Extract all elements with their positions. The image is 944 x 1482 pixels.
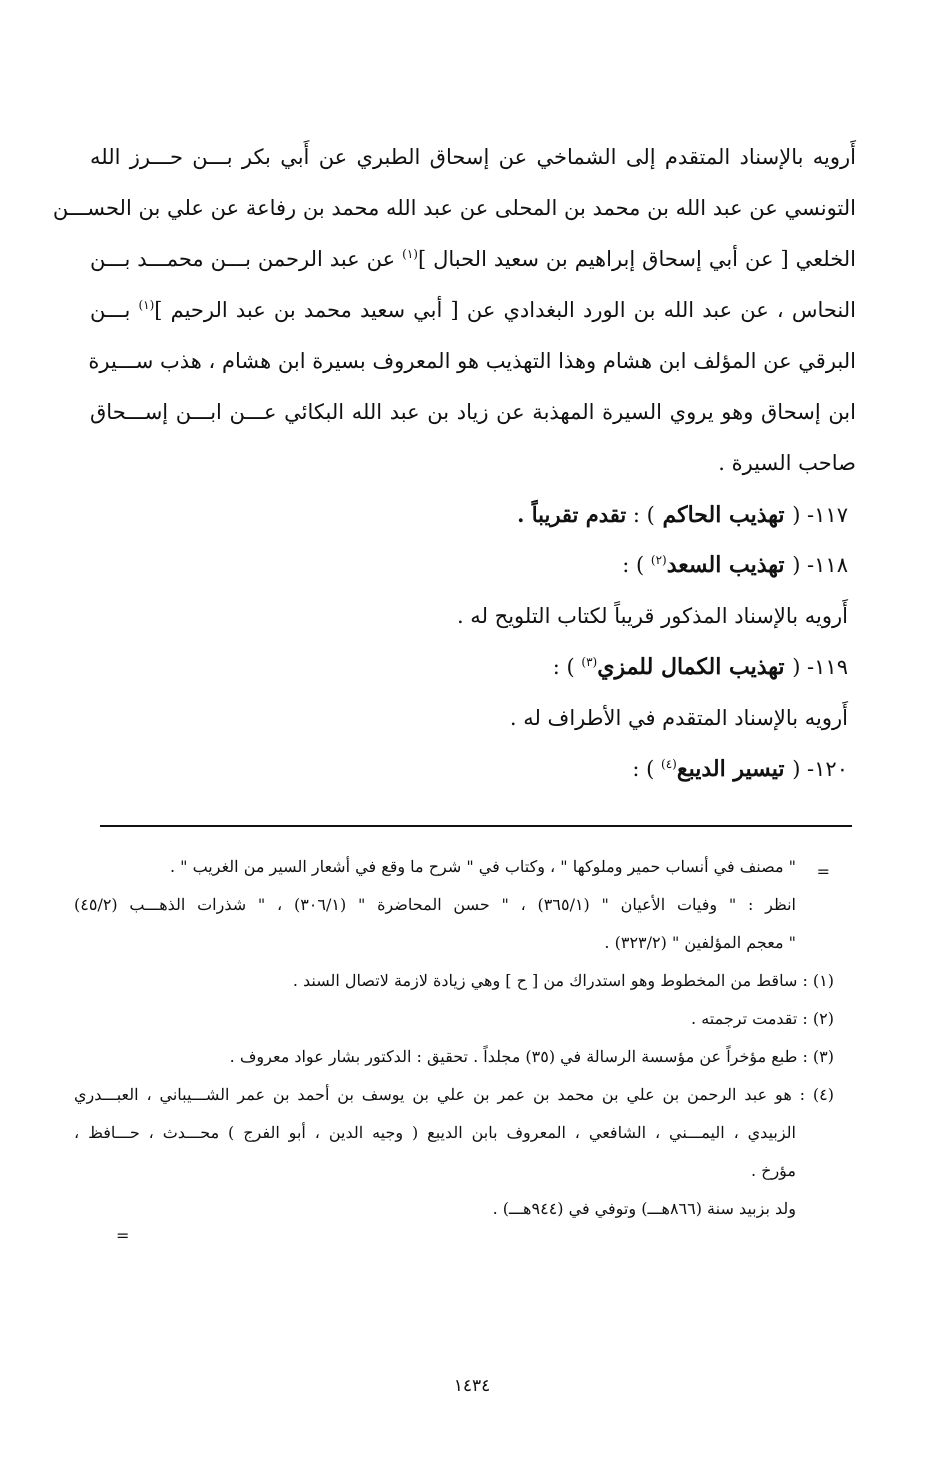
text-line: أَرويه بالإسناد المتقدم إلى الشماخي عن إسحاق الطبري عن أَبي بكر بـــن حـــرز الله xyxy=(90,145,856,169)
footnote-line: " معجم المؤلفين " (٣٢٣/٢) . xyxy=(604,933,796,952)
footnote-line: الزبيدي ، اليمـــني ، الشافعي ، المعروف بابن الديبع ( وجيه الدين ، أبو الفرج ) محـــدث ، حـــافظ ، xyxy=(74,1123,796,1142)
footnote-line: ولد بزبيد سنة (٨٦٦هـــ) وتوفي في (٩٤٤هـــ) . xyxy=(492,1199,796,1218)
entry-number: ١١٧- ( xyxy=(792,503,848,527)
entry-title: تهذيب الكمال للمزي xyxy=(597,654,793,680)
footnote-ref: (٤) xyxy=(661,757,677,771)
text-line xyxy=(90,234,856,285)
entry-117 xyxy=(90,489,856,540)
entry-number: ١١٨- ( xyxy=(792,553,848,577)
entry-text: أَرويه بالإسناد المذكور قريباً لكتاب التلويح له . xyxy=(456,604,848,628)
footnotes xyxy=(74,848,834,1228)
page-number: ١٤٣٤ xyxy=(453,1376,491,1396)
entry-119 xyxy=(90,642,856,693)
text-line: صاحب السيرة . xyxy=(718,451,856,475)
footnote-line: مؤرخ . xyxy=(750,1161,796,1180)
entry-title: تهذيب الحاكم xyxy=(654,502,793,528)
entry-number: ١١٩- ( xyxy=(792,655,848,679)
text-segment: بـــن xyxy=(90,298,139,322)
main-text xyxy=(52,132,856,795)
entry-close: ) : xyxy=(622,553,651,577)
entry-close: ) : xyxy=(552,655,582,679)
footnote-4: (٤) : هو عبد الرحمن بن علي بن محمد بن عمر بن علي بن يوسف بن أحمد بن عمر الشـــيباني ، العبـــدري xyxy=(74,1085,835,1104)
footnote-separator xyxy=(100,825,852,827)
footnote-ref: (٣) xyxy=(581,655,598,669)
text-line: ابن إسحاق وهو يروي السيرة المهذبة عن زياد بن عبد الله البكائي عـــن ابـــن إســـحاق xyxy=(90,400,856,424)
entry-118 xyxy=(90,540,856,591)
footnote-3: (٣) : طبع مؤخراً عن مؤسسة الرسالة في (٣٥) مجلداً . تحقيق : الدكتور بشار عواد معروف . xyxy=(229,1047,834,1066)
text-line: التونسي عن عبد الله بن محمد بن المحلى عن عبد الله محمد بن رفاعة عن علي بن الحســـن xyxy=(52,196,856,220)
entry-120 xyxy=(90,744,856,795)
entry-title: تيسير الديبع xyxy=(676,756,793,782)
text-line xyxy=(90,285,856,336)
entry-note: تقدم تقريباً . xyxy=(517,502,627,527)
footnote-2: (٢) : تقدمت ترجمته . xyxy=(691,1009,834,1028)
footnote-ref: (٢) xyxy=(650,553,667,567)
text-segment: الخلعي [ عن أبي إسحاق إبراهيم بن سعيد الحبال ] xyxy=(417,247,856,271)
footnote-1: (١) : ساقط من المخطوط وهو استدراك من [ ح ] وهي زيادة لازمة لاتصال السند . xyxy=(292,971,834,990)
footnote-line: " مصنف في أنساب حمير وملوكها " ، وكتاب في " شرح ما وقع في أشعار السير من الغريب " . xyxy=(169,857,796,876)
continuation-marker: = xyxy=(816,862,830,881)
entry-close: ) : xyxy=(626,503,655,527)
text-segment: النحاس ، عن عبد الله بن الورد البغدادي عن [ أبي سعيد محمد بن عبد الرحيم ] xyxy=(154,298,856,322)
entry-close: ) : xyxy=(632,757,662,781)
entry-title: تهذيب السعد xyxy=(666,552,793,578)
end-continuation-marker: = xyxy=(116,1226,130,1245)
footnote-line: انظر : " وفيات الأعيان " (٣٦٥/١) ، " حسن المحاضرة " (٣٠٦/١) ، " شذرات الذهـــب (٤٥/٢) xyxy=(74,895,797,914)
footnote-ref: (١) xyxy=(402,247,418,261)
entry-number: ١٢٠- ( xyxy=(792,757,848,781)
text-segment: عن عبد الرحمن بـــن محمـــد بـــن xyxy=(90,247,403,271)
entry-text: أَرويه بالإسناد المتقدم في الأطراف له . xyxy=(509,706,848,730)
text-line: البرقي عن المؤلف ابن هشام وهذا التهذيب هو المعروف بسيرة ابن هشام ، هذب ســـيرة xyxy=(88,349,856,373)
footnote-ref: (١) xyxy=(138,298,155,312)
